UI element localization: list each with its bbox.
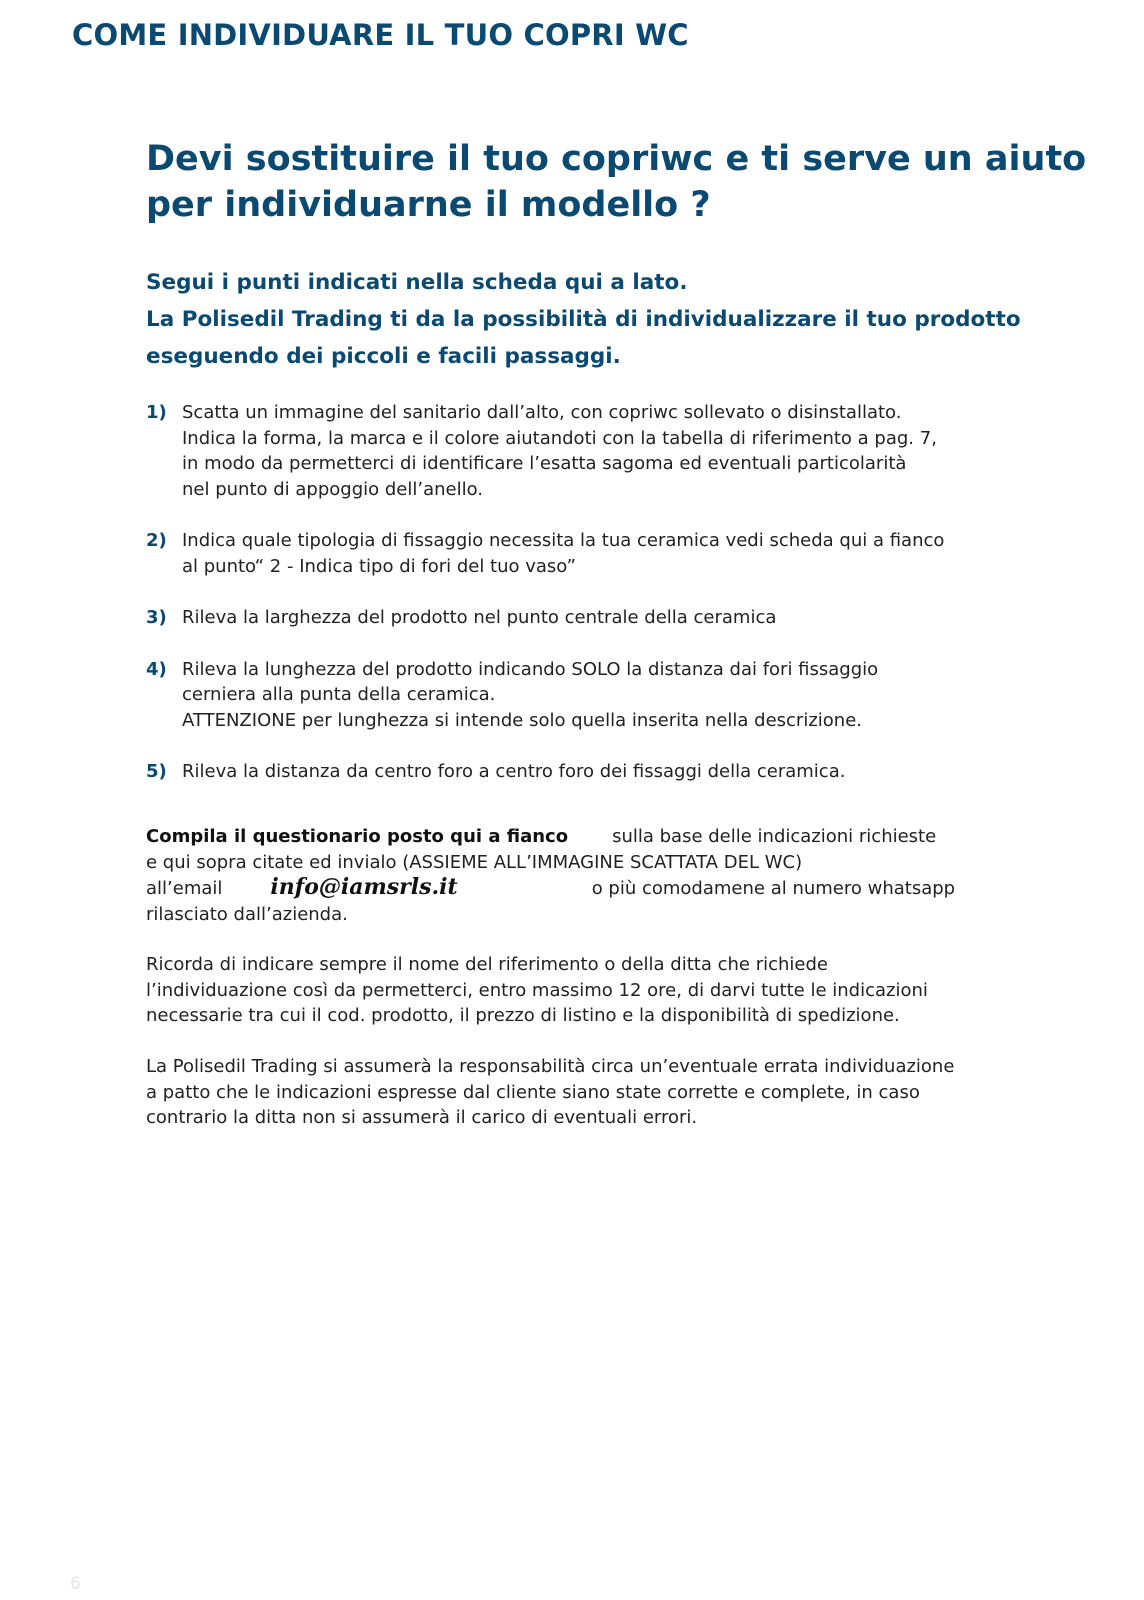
compile-line-3-rest: o più comodamene al numero whatsapp <box>591 878 956 899</box>
compile-paragraph <box>146 824 1046 927</box>
step-text-line: cerniera alla punta della ceramica. <box>182 684 496 705</box>
reminder-line-2: l’individuazione così da permetterci, entro massimo 12 ore, di darvi tutte le indicazioni <box>146 979 928 1001</box>
responsibility-line-2: a patto che le indicazioni espresse dal cliente siano state corrette e complete, in caso <box>146 1081 920 1103</box>
compile-line-1 <box>146 824 1046 850</box>
step-item <box>146 528 1046 579</box>
reminder-line-1: Ricorda di indicare sempre il nome del riferimento o della ditta che richiede <box>146 954 828 975</box>
step-text-line: Rileva la lunghezza del prodotto indicando SOLO la distanza dai fori fissaggio <box>182 658 879 680</box>
compile-line-4: rilasciato dall’azienda. <box>146 903 348 925</box>
step-item <box>146 759 1046 785</box>
responsibility-line-3: contrario la ditta non si assumerà il carico di eventuali errori. <box>146 1107 698 1128</box>
main-heading-line-2: per individuarne il modello ? <box>146 185 711 225</box>
compile-line-2: e qui sopra citate ed invialo (ASSIEME ALL’IMMAGINE SCATTATA DEL WC) <box>146 851 803 873</box>
page-header-title: COME INDIVIDUARE IL TUO COPRI WC <box>72 18 689 52</box>
email-address[interactable]: info@iamsrls.it <box>270 874 458 900</box>
main-heading <box>146 136 1087 228</box>
step-number: 2) <box>146 530 167 551</box>
step-number: 5) <box>146 761 167 782</box>
step-text-line: al punto“ 2 - Indica tipo di fori del tuo vaso” <box>182 555 577 577</box>
step-item <box>146 400 1046 502</box>
step-text-line: ATTENZIONE per lunghezza si intende solo quella inserita nella descrizione. <box>182 709 863 731</box>
intro-paragraph <box>146 264 1046 375</box>
intro-line-1: Segui i punti indicati nella scheda qui a lato. <box>146 270 688 295</box>
responsibility-line-1: La Polisedil Trading si assumerà la responsabilità circa un’eventuale errata individuazione <box>146 1056 955 1077</box>
page-number: 6 <box>70 1574 81 1594</box>
compile-line-3 <box>146 875 1046 902</box>
reminder-line-3: necessarie tra cui il cod. prodotto, il prezzo di listino e la disponibilità di spedizione. <box>146 1005 900 1026</box>
step-text-line: in modo da permetterci di identificare l’esatta sagoma ed eventuali particolarità <box>182 453 907 474</box>
email-label: all’email <box>146 878 223 899</box>
step-text-line: Rileva la larghezza del prodotto nel punto centrale della ceramica <box>182 607 777 628</box>
reminder-paragraph <box>146 952 1046 1029</box>
step-text-line: Rileva la distanza da centro foro a centro foro dei fissaggi della ceramica. <box>182 761 846 782</box>
step-text-line: nel punto di appoggio dell’anello. <box>182 478 484 500</box>
step-item <box>146 605 1046 631</box>
step-number: 1) <box>146 402 167 423</box>
step-text-line: Scatta un immagine del sanitario dall’alto, con copriwc sollevato o disinstallato. <box>182 402 902 423</box>
step-item <box>146 657 1046 734</box>
compile-bold-text: Compila il questionario posto qui a fianco <box>146 826 569 847</box>
step-text-line: Indica quale tipologia di fissaggio necessita la tua ceramica vedi scheda qui a fianco <box>182 530 945 551</box>
step-text-line: Indica la forma, la marca e il colore aiutandoti con la tabella di riferimento a pag. 7, <box>182 427 937 449</box>
step-number: 4) <box>146 658 167 680</box>
compile-line-1-rest: sulla base delle indicazioni richieste <box>612 826 937 847</box>
intro-line-2: La Polisedil Trading ti da la possibilità di individualizzare il tuo prodotto <box>146 307 1021 332</box>
step-number: 3) <box>146 607 167 628</box>
intro-line-3: eseguendo dei piccoli e facili passaggi. <box>146 344 621 369</box>
main-heading-line-1: Devi sostituire il tuo copriwc e ti serve un aiuto <box>146 139 1087 179</box>
responsibility-paragraph <box>146 1054 1046 1131</box>
steps-list <box>146 400 1046 811</box>
